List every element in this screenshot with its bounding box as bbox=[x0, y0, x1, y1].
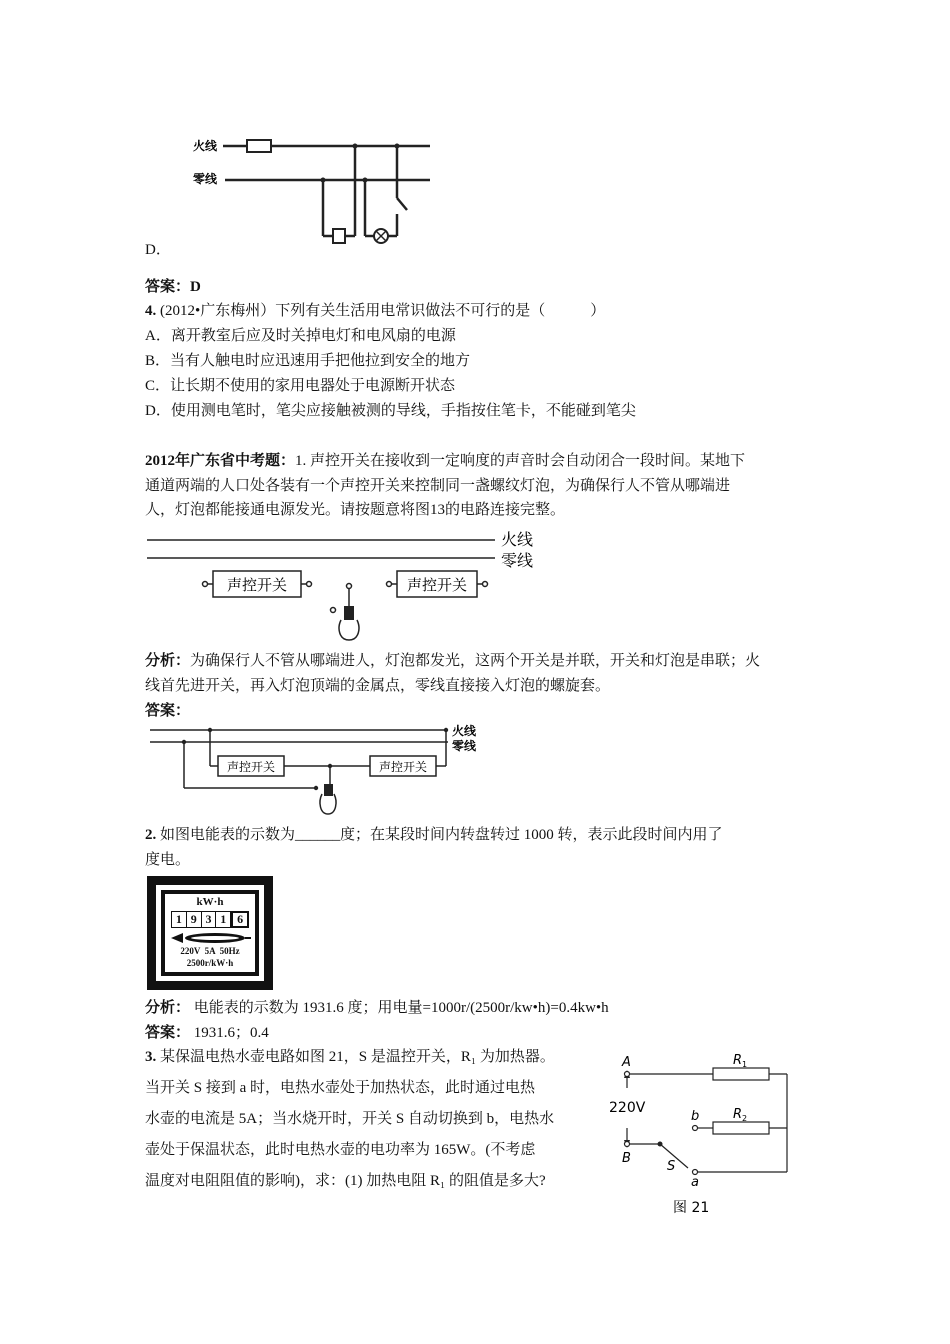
q4-option-b: B．当有人触电时应迅速用手把他拉到安全的地方 bbox=[145, 353, 471, 369]
q2-analysis bbox=[145, 998, 609, 1018]
question-number: 3. bbox=[145, 1049, 157, 1065]
option-d-label: D． bbox=[145, 242, 171, 258]
q4-option-c: C．让长期不使用的家用电器处于电源断开状态 bbox=[145, 378, 456, 394]
meter-spec: 220V 5A 50Hz bbox=[180, 946, 240, 956]
sound-switch-1-label: 声控开关 bbox=[226, 760, 276, 774]
hot-wire-label: 火线 bbox=[193, 139, 218, 153]
sound-switch-1-label: 声控开关 bbox=[226, 576, 288, 594]
contact-b-label: b bbox=[691, 1109, 700, 1124]
neutral-wire-label: 零线 bbox=[501, 551, 534, 570]
meter-disk-icon bbox=[169, 931, 253, 945]
answer-label: 答案： bbox=[145, 279, 191, 295]
sound-switch-2-label: 声控开关 bbox=[378, 760, 428, 774]
answer-label: 答案： bbox=[145, 1025, 191, 1041]
meter-digits bbox=[171, 911, 249, 928]
q1-text-line1: 1. 声控开关在接收到一定响度的声音时会自动闭合一段时间。某地下 bbox=[295, 453, 746, 469]
electric-meter bbox=[147, 876, 273, 990]
meter-digit: 1 bbox=[216, 911, 231, 928]
question-number: 2. bbox=[145, 827, 157, 843]
contact-a-label: a bbox=[691, 1175, 699, 1190]
q4-stem bbox=[145, 301, 605, 321]
q1-analysis-line2: 线首先进开关，再入灯泡顶端的金属点，零线直接接入灯泡的螺旋套。 bbox=[145, 678, 611, 694]
q1-analysis-line1 bbox=[145, 651, 760, 671]
terminal-b-label: B bbox=[622, 1151, 631, 1166]
q1-text-line2: 通道两端的人口处各装有一个声控开关来控制同一盏螺纹灯泡，为确保行人不管从哪端进 bbox=[145, 478, 731, 494]
q2-line2: 度电。 bbox=[145, 852, 191, 868]
figure-caption: 图 21 bbox=[673, 1200, 710, 1216]
answer-value: 1931.6；0.4 bbox=[190, 1025, 269, 1041]
figure-21-circuit bbox=[605, 1046, 805, 1220]
q2-text-a: 如图电能表的示数为 bbox=[156, 827, 296, 843]
q1-answer-label: 答案： bbox=[145, 703, 191, 719]
section-title: 2012年广东省中考题： bbox=[145, 453, 296, 469]
meter-digit: 1 bbox=[171, 911, 187, 928]
analysis-label: 分析： bbox=[145, 653, 191, 669]
analysis-text: 电能表的示数为 1931.6 度；用电量=1000r/(2500r/kw•h)=0.4kw•h bbox=[190, 1000, 609, 1016]
q2-answer bbox=[145, 1023, 269, 1043]
q3-text-4: 壶处于保温状态，此时电热水壶的电功率为 165W。(不考虑 bbox=[145, 1142, 536, 1158]
answer-circuit-figure bbox=[148, 722, 508, 818]
hot-wire-label: 火线 bbox=[452, 724, 477, 738]
question-text: (2012•广东梅州）下列有关生活用电常识做法不可行的是（ ） bbox=[156, 303, 606, 319]
sound-switch-2-label: 声控开关 bbox=[406, 576, 468, 594]
question-number: 4. bbox=[145, 303, 157, 319]
section-q1-line1 bbox=[145, 451, 745, 471]
q4-option-a: A．离开教室后应及时关掉电灯和电风扇的电源 bbox=[145, 328, 456, 344]
neutral-wire-label: 零线 bbox=[193, 172, 218, 186]
meter-rev: 2500r/kW·h bbox=[186, 958, 234, 968]
neutral-wire-label: 零线 bbox=[452, 739, 477, 753]
q2-blank: ______ bbox=[295, 827, 341, 843]
voltage-label: 220V bbox=[609, 1100, 646, 1116]
hot-wire-label: 火线 bbox=[501, 530, 534, 549]
meter-digit: 9 bbox=[187, 911, 202, 928]
option-d-circuit-figure bbox=[185, 128, 445, 253]
q3-answer bbox=[145, 277, 201, 297]
answer-value: D bbox=[190, 279, 201, 295]
r1-label: $R_1$ bbox=[733, 1053, 748, 1069]
q2-text-b: 度；在某段时间内转盘转过 1000 转，表示此段时间内用了 bbox=[340, 827, 723, 843]
r2-label: $R_2$ bbox=[733, 1107, 748, 1123]
q4-option-d: D．使用测电笔时，笔尖应接触被测的导线，手指按住笔卡，不能碰到笔尖 bbox=[145, 403, 636, 419]
q2-line1 bbox=[145, 825, 723, 845]
q3-line1 bbox=[145, 1047, 555, 1067]
meter-unit: kW·h bbox=[196, 896, 224, 908]
meter-digit: 3 bbox=[202, 911, 217, 928]
figure-13-circuit bbox=[145, 528, 555, 644]
q3-text-5: 温度对电阻阻值的影响)，求：(1) 加热电阻 R₁ 的阻值是多大? bbox=[145, 1173, 546, 1189]
q3-text-3: 水壶的电流是 5A；当水烧开时，开关 S 自动切换到 b，电热水 bbox=[145, 1111, 555, 1127]
q1-text-line3: 人，灯泡都能接通电源发光。请按题意将图13的电路连接完整。 bbox=[145, 502, 566, 518]
analysis-text-1: 为确保行人不管从哪端进人，灯泡都发光，这两个开关是并联，开关和灯泡是串联；火 bbox=[190, 653, 761, 669]
analysis-label: 分析： bbox=[145, 1000, 191, 1016]
q3-text-2: 当开关 S 接到 a 时，电热水壶处于加热状态，此时通过电热 bbox=[145, 1080, 536, 1096]
q3-text-1: 某保温电热水壶电路如图 21，S 是温控开关，R₁ 为加热器。 bbox=[156, 1049, 555, 1065]
switch-s-label: S bbox=[667, 1159, 676, 1174]
meter-digit-decimal: 6 bbox=[231, 911, 249, 928]
terminal-a-label: A bbox=[622, 1055, 631, 1070]
